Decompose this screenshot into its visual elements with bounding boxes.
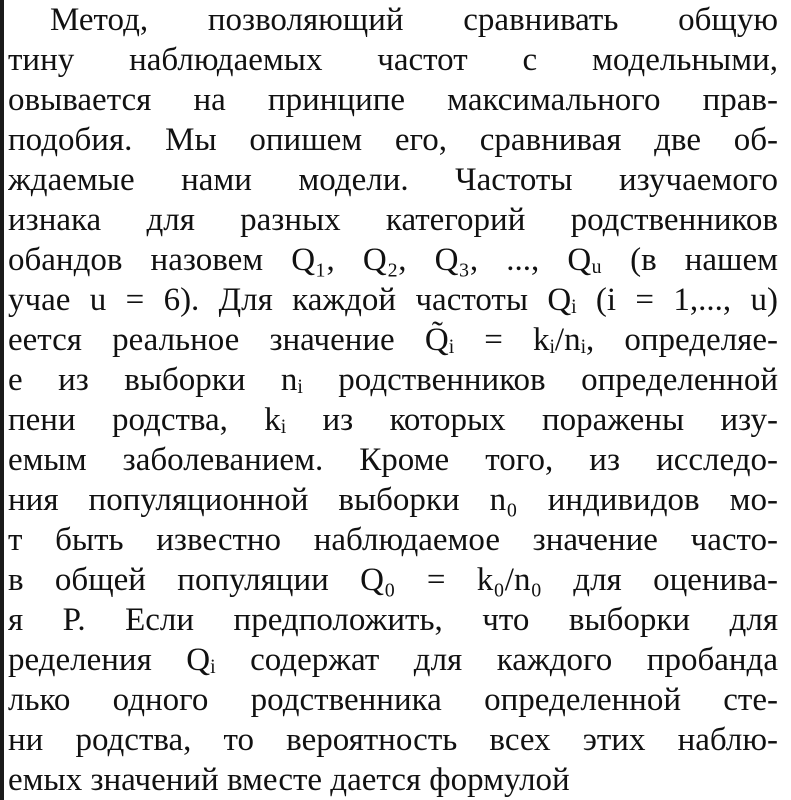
text-line: изнака для разных категорий родственников	[8, 202, 778, 238]
text-line: пени родства, kᵢ из которых поражены изу-	[8, 402, 778, 438]
text-line: т быть известно наблюдаемое значение часто-	[8, 522, 778, 558]
text-line: обандов назовем Q₁, Q₂, Q₃, ..., Qᵤ (в нашем	[8, 242, 778, 278]
text-line: в общей популяции Q₀ = k₀/n₀ для оценива-	[8, 562, 778, 598]
text-line: ределения Qᵢ содержат для каждого пробанда	[8, 642, 778, 678]
text-line: ждаемые нами модели. Частоты изучаемого	[8, 162, 778, 198]
text-line: Метод, позволяющий сравнивать общую	[50, 2, 778, 38]
text-line: е из выборки nᵢ родственников определенной	[8, 362, 778, 398]
text-line: я P. Если предположить, что выборки для	[8, 602, 778, 638]
body-paragraph	[8, 0, 778, 800]
text-line: емым заболеванием. Кроме того, из исследо-	[8, 442, 778, 478]
text-line: ния популяционной выборки n₀ индивидов мо-	[8, 482, 778, 518]
text-line: еется реальное значение Q̃ᵢ = kᵢ/nᵢ, определяе-	[8, 322, 778, 358]
text-line: учае u = 6). Для каждой частоты Qᵢ (i = 1,..., u)	[8, 282, 778, 318]
page-binding-edge	[0, 0, 4, 800]
text-line: подобия. Мы опишем его, сравнивая две об-	[8, 122, 778, 158]
text-line: тину наблюдаемых частот с модельными,	[8, 42, 778, 78]
text-line: лько одного родственника определенной сте-	[8, 682, 778, 718]
text-line: овывается на принципе максимального прав-	[8, 82, 778, 118]
text-line: ни родства, то вероятность всех этих наблю-	[8, 722, 778, 758]
text-line: емых значений вместе дается формулой	[8, 762, 570, 798]
